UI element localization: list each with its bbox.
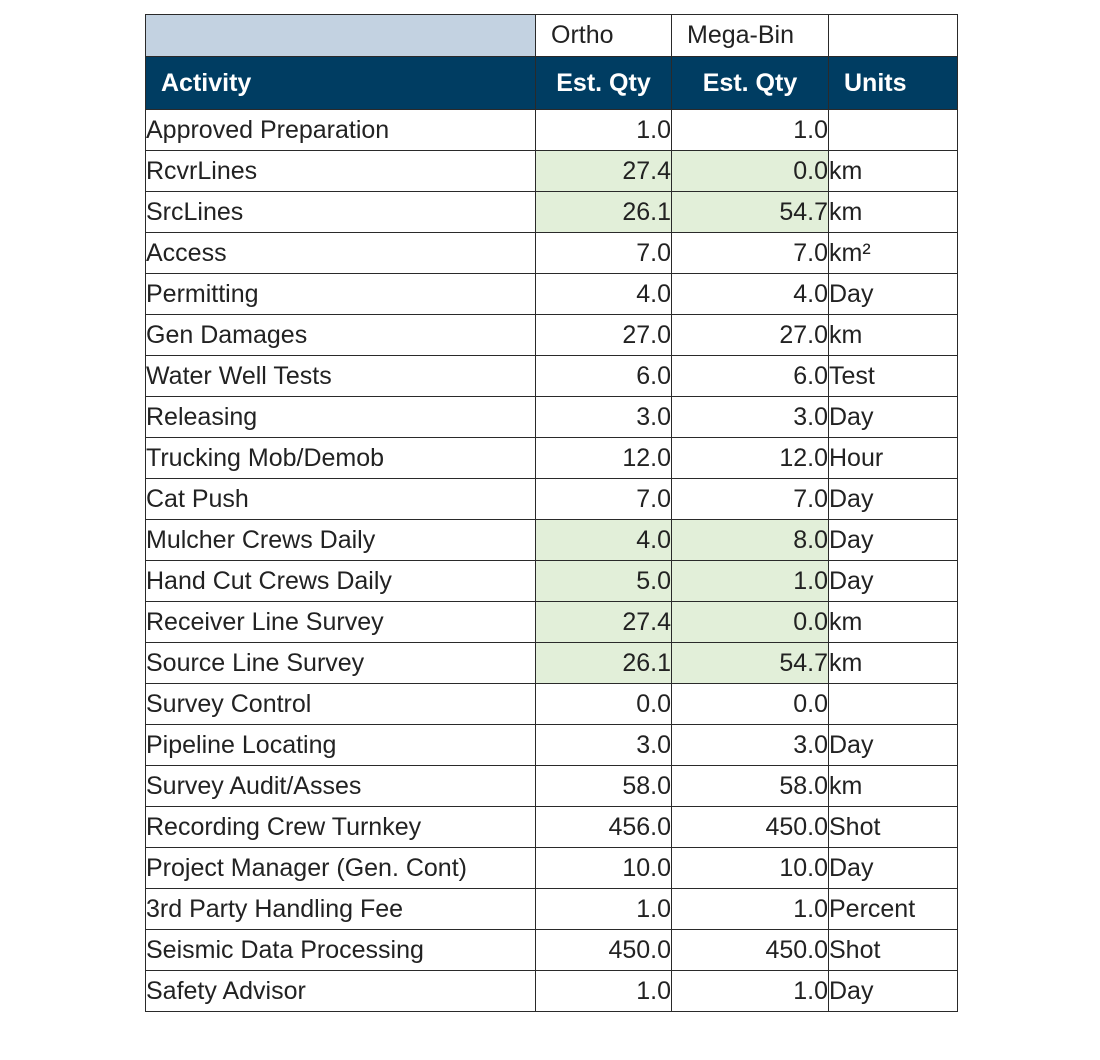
group-header-ortho: Ortho (536, 15, 672, 57)
units-cell (829, 110, 958, 151)
activity-cell: Seismic Data Processing (146, 930, 536, 971)
activity-cell: Gen Damages (146, 315, 536, 356)
ortho-qty-cell: 1.0 (536, 110, 672, 151)
ortho-qty-cell: 3.0 (536, 725, 672, 766)
mega-bin-qty-cell: 1.0 (672, 889, 829, 930)
ortho-qty-cell: 27.4 (536, 151, 672, 192)
table-row (146, 684, 958, 725)
table-body (146, 110, 958, 1012)
activity-quantity-table (145, 14, 958, 1012)
units-cell: Hour (829, 438, 958, 479)
mega-bin-qty-cell: 1.0 (672, 971, 829, 1012)
units-cell: km (829, 151, 958, 192)
group-header-blank (146, 15, 536, 57)
ortho-qty-cell: 0.0 (536, 684, 672, 725)
table-row (146, 848, 958, 889)
ortho-qty-cell: 12.0 (536, 438, 672, 479)
units-cell: Percent (829, 889, 958, 930)
units-cell: Day (829, 848, 958, 889)
ortho-qty-cell: 58.0 (536, 766, 672, 807)
group-header-row (146, 15, 958, 57)
ortho-qty-cell: 27.0 (536, 315, 672, 356)
activity-cell: SrcLines (146, 192, 536, 233)
mega-bin-qty-cell: 54.7 (672, 643, 829, 684)
mega-bin-qty-cell: 0.0 (672, 151, 829, 192)
table-row (146, 151, 958, 192)
mega-bin-qty-cell: 3.0 (672, 397, 829, 438)
ortho-qty-cell: 1.0 (536, 889, 672, 930)
table-row (146, 807, 958, 848)
ortho-qty-cell: 3.0 (536, 397, 672, 438)
table-row (146, 602, 958, 643)
activity-cell: Survey Audit/Asses (146, 766, 536, 807)
mega-bin-qty-cell: 450.0 (672, 807, 829, 848)
ortho-qty-cell: 6.0 (536, 356, 672, 397)
table-row (146, 520, 958, 561)
ortho-qty-cell: 7.0 (536, 479, 672, 520)
units-cell: Day (829, 971, 958, 1012)
units-cell: km (829, 643, 958, 684)
units-cell: Day (829, 397, 958, 438)
column-header-activity: Activity (146, 57, 536, 110)
units-cell: Shot (829, 930, 958, 971)
mega-bin-qty-cell: 450.0 (672, 930, 829, 971)
column-header-ortho-est-qty: Est. Qty (536, 57, 672, 110)
units-cell: Day (829, 479, 958, 520)
mega-bin-qty-cell: 7.0 (672, 479, 829, 520)
activity-cell: Water Well Tests (146, 356, 536, 397)
ortho-qty-cell: 456.0 (536, 807, 672, 848)
table-row (146, 192, 958, 233)
mega-bin-qty-cell: 10.0 (672, 848, 829, 889)
activity-cell: Recording Crew Turnkey (146, 807, 536, 848)
mega-bin-qty-cell: 0.0 (672, 684, 829, 725)
units-cell: km (829, 766, 958, 807)
mega-bin-qty-cell: 12.0 (672, 438, 829, 479)
mega-bin-qty-cell: 3.0 (672, 725, 829, 766)
table-row (146, 725, 958, 766)
activity-cell: Survey Control (146, 684, 536, 725)
ortho-qty-cell: 26.1 (536, 643, 672, 684)
mega-bin-qty-cell: 6.0 (672, 356, 829, 397)
table-row (146, 479, 958, 520)
ortho-qty-cell: 4.0 (536, 520, 672, 561)
activity-cell: Source Line Survey (146, 643, 536, 684)
table-row (146, 930, 958, 971)
activity-cell: Project Manager (Gen. Cont) (146, 848, 536, 889)
ortho-qty-cell: 27.4 (536, 602, 672, 643)
units-cell: km (829, 602, 958, 643)
units-cell: Day (829, 561, 958, 602)
ortho-qty-cell: 4.0 (536, 274, 672, 315)
activity-cell: Access (146, 233, 536, 274)
units-cell: km² (829, 233, 958, 274)
ortho-qty-cell: 10.0 (536, 848, 672, 889)
column-header-mega-est-qty: Est. Qty (672, 57, 829, 110)
mega-bin-qty-cell: 58.0 (672, 766, 829, 807)
mega-bin-qty-cell: 27.0 (672, 315, 829, 356)
table-row (146, 971, 958, 1012)
ortho-qty-cell: 5.0 (536, 561, 672, 602)
activity-cell: Pipeline Locating (146, 725, 536, 766)
table-row (146, 889, 958, 930)
group-header-mega-bin: Mega-Bin (672, 15, 829, 57)
ortho-qty-cell: 7.0 (536, 233, 672, 274)
table-row (146, 643, 958, 684)
activity-cell: 3rd Party Handling Fee (146, 889, 536, 930)
group-header-units-blank (829, 15, 958, 57)
mega-bin-qty-cell: 54.7 (672, 192, 829, 233)
ortho-qty-cell: 450.0 (536, 930, 672, 971)
activity-cell: Receiver Line Survey (146, 602, 536, 643)
ortho-qty-cell: 26.1 (536, 192, 672, 233)
table-row (146, 356, 958, 397)
units-cell: Day (829, 520, 958, 561)
activity-cell: Hand Cut Crews Daily (146, 561, 536, 602)
table-row (146, 233, 958, 274)
activity-cell: Cat Push (146, 479, 536, 520)
units-cell (829, 684, 958, 725)
units-cell: Shot (829, 807, 958, 848)
ortho-qty-cell: 1.0 (536, 971, 672, 1012)
activity-cell: Safety Advisor (146, 971, 536, 1012)
units-cell: km (829, 192, 958, 233)
table-row (146, 397, 958, 438)
table-row (146, 766, 958, 807)
mega-bin-qty-cell: 0.0 (672, 602, 829, 643)
mega-bin-qty-cell: 7.0 (672, 233, 829, 274)
column-header-units: Units (829, 57, 958, 110)
table-row (146, 274, 958, 315)
table-row (146, 438, 958, 479)
activity-cell: Trucking Mob/Demob (146, 438, 536, 479)
mega-bin-qty-cell: 1.0 (672, 561, 829, 602)
mega-bin-qty-cell: 8.0 (672, 520, 829, 561)
units-cell: Test (829, 356, 958, 397)
units-cell: Day (829, 725, 958, 766)
activity-cell: Mulcher Crews Daily (146, 520, 536, 561)
activity-cell: Permitting (146, 274, 536, 315)
table-row (146, 110, 958, 151)
units-cell: km (829, 315, 958, 356)
units-cell: Day (829, 274, 958, 315)
mega-bin-qty-cell: 1.0 (672, 110, 829, 151)
table-row (146, 315, 958, 356)
mega-bin-qty-cell: 4.0 (672, 274, 829, 315)
activity-cell: RcvrLines (146, 151, 536, 192)
table-row (146, 561, 958, 602)
activity-cell: Approved Preparation (146, 110, 536, 151)
column-header-row (146, 57, 958, 110)
activity-cell: Releasing (146, 397, 536, 438)
